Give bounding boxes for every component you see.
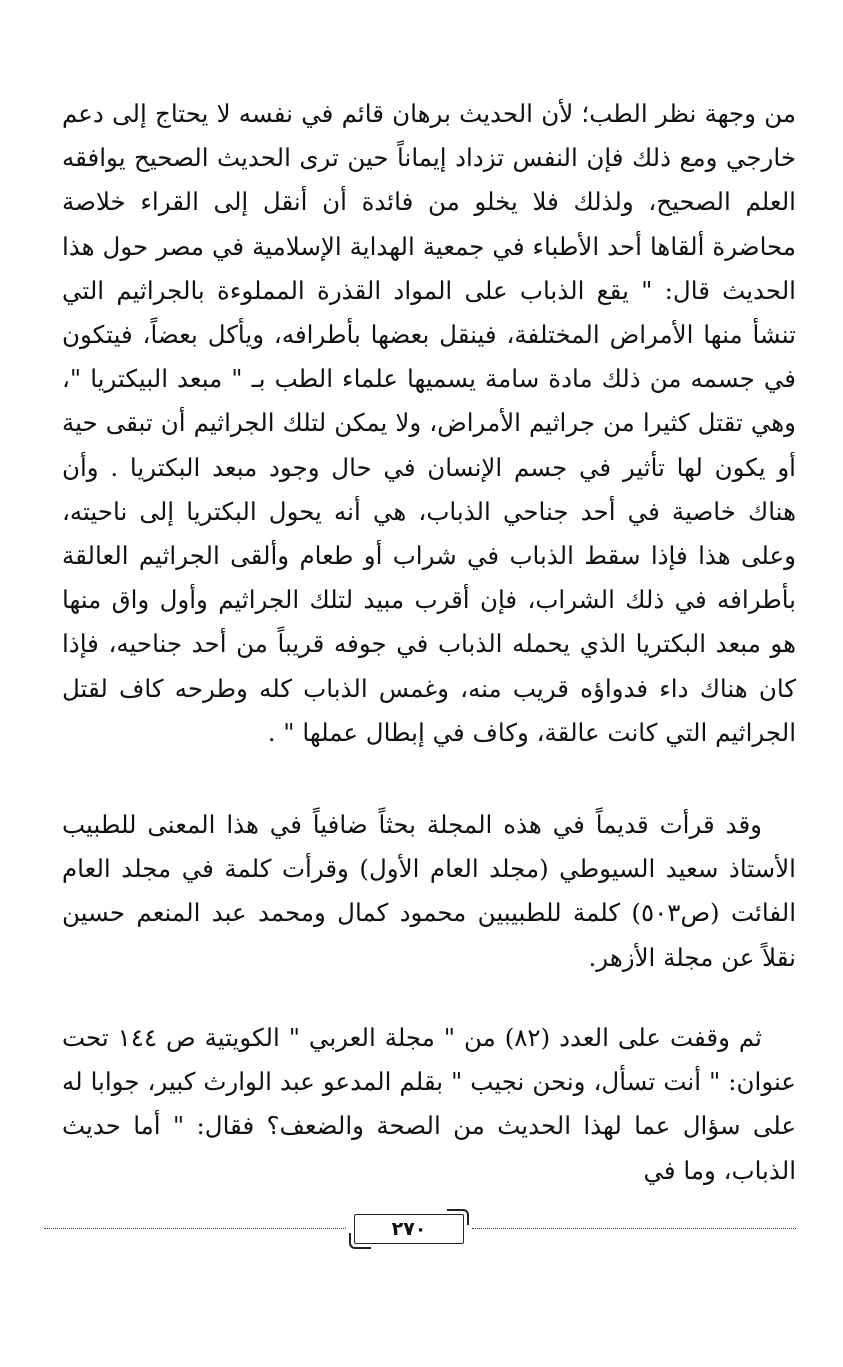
page-number: ٢٧٠ (391, 1218, 427, 1240)
page-number-frame (354, 1214, 464, 1244)
page-footer (44, 1212, 796, 1250)
body-paragraph-3: ثم وقفت على العدد (٨٢) من " مجلة العربي " الكويتية ص ١٤٤ تحت عنوان: " أنت تسأل، ونحن نجيب " بقلم المدعو عبد الوارث كبير، جوابا له على سؤال عما لهذا الحديث من الصحة والضعف؟ فقال: " أما حديث الذباب، وما في (62, 1023, 796, 1185)
body-paragraph-1: من وجهة نظر الطب؛ لأن الحديث برهان قائم في نفسه لا يحتاج إلى دعم خارجي ومع ذلك فإن النفس تزداد إيماناً حين ترى الحديث الصحيح يوافقه العلم الصحيح، ولذلك فلا يخلو من فائدة أن أنقل إلى القراء خلاصة محاضرة ألقاها أحد الأطباء في جمعية الهداية الإسلامية في مصر حول هذا الحديث قال: " يقع الذباب على المواد القذرة المملوءة بالجراثيم التي تنشأ منها الأمراض المختلفة، فينقل بعضها بأطرافه، ويأكل بعضاً، فيتكون في جسمه من ذلك مادة سامة يسميها علماء الطب بـ " مبعد البيكتريا "، وهي تقتل كثيرا من جراثيم الأمراض، ولا يمكن لتلك الجراثيم أن تبقى حية أو يكون لها تأثير في جسم الإنسان في حال وجود مبعد البكتريا . وأن هناك خاصية في أحد جناحي الذباب، هي أنه يحول البكتريا إلى ناحيته، وعلى هذا فإذا سقط الذباب في شراب أو طعام وألقى الجراثيم العالقة بأطرافه في ذلك الشراب، فإن أقرب مبيد لتلك الجراثيم وأول واق منها هو مبعد البكتريا الذي يحمله الذباب في جوفه قريباً من أحد جناحيه، فإذا كان هناك داء فدواؤه قريب منه، وغمس الذباب كله وطرحه كاف لقتل الجراثيم التي كانت عالقة، وكاف في إبطال عملها " . (62, 99, 796, 747)
body-paragraph-2: وقد قرأت قديماً في هذه المجلة بحثاً ضافياً في هذا المعنى للطبيب الأستاذ سعيد السيوطي (مجلد العام الأول) وقرأت كلمة في مجلد العام الفائت (ص٥٠٣) كلمة للطبيبين محمود كمال ومحمد عبد المنعم حسين نقلاً عن مجلة الأزهر. (62, 810, 796, 972)
footer-dotted-rule-right (472, 1228, 796, 1229)
footer-dotted-rule-left (44, 1228, 346, 1229)
